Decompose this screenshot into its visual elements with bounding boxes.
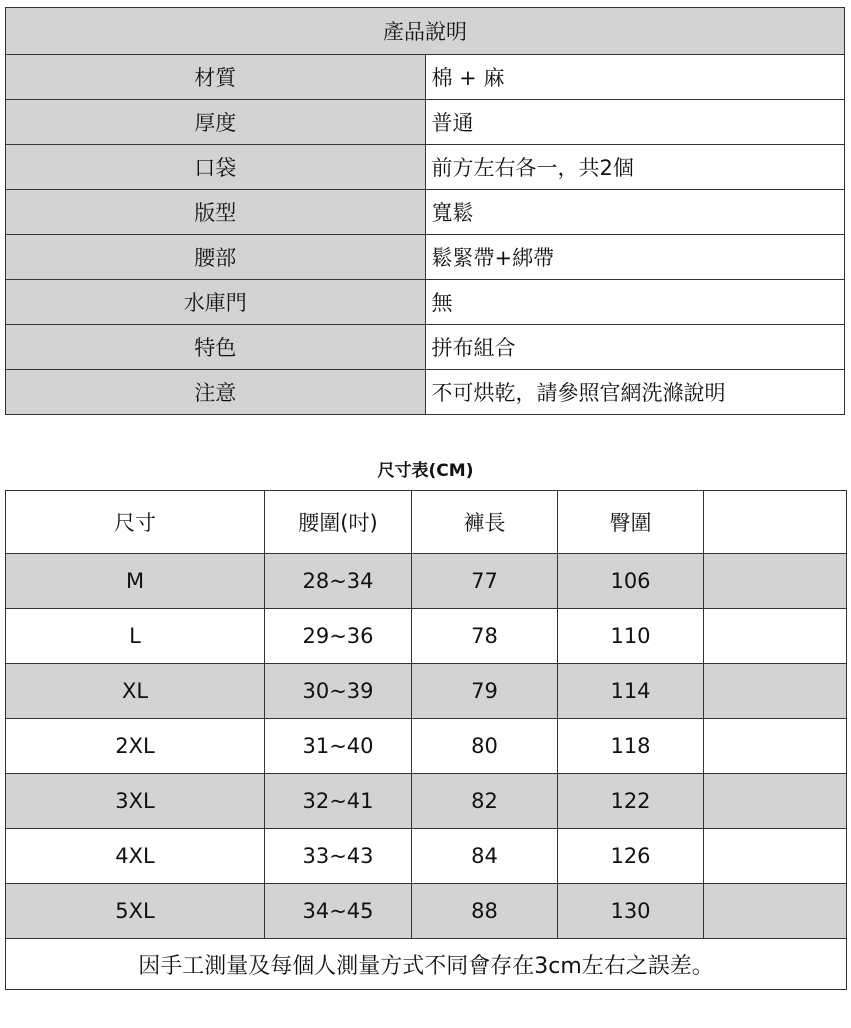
spec-value: 寬鬆 bbox=[425, 190, 845, 235]
column-header bbox=[704, 491, 847, 554]
spec-row-waist bbox=[6, 235, 845, 280]
spec-label: 版型 bbox=[6, 190, 426, 235]
length-cell: 82 bbox=[412, 774, 558, 829]
spec-value: 前方左右各一，共2個 bbox=[425, 145, 845, 190]
waist-cell: 32~41 bbox=[265, 774, 412, 829]
size-cell: M bbox=[6, 554, 265, 609]
hip-cell: 126 bbox=[558, 829, 704, 884]
size-row bbox=[6, 664, 847, 719]
size-chart-table bbox=[5, 490, 847, 990]
spec-row-pockets bbox=[6, 145, 845, 190]
spec-value: 不可烘乾，請參照官網洗滌說明 bbox=[425, 370, 845, 415]
spec-value: 棉 + 麻 bbox=[425, 55, 845, 100]
size-row bbox=[6, 829, 847, 884]
size-row bbox=[6, 554, 847, 609]
spec-value: 拼布組合 bbox=[425, 325, 845, 370]
empty-cell bbox=[704, 884, 847, 939]
empty-cell bbox=[704, 664, 847, 719]
length-cell: 88 bbox=[412, 884, 558, 939]
empty-cell bbox=[704, 829, 847, 884]
spec-label: 注意 bbox=[6, 370, 426, 415]
length-cell: 78 bbox=[412, 609, 558, 664]
empty-cell bbox=[704, 609, 847, 664]
size-row bbox=[6, 884, 847, 939]
column-header: 尺寸 bbox=[6, 491, 265, 554]
size-cell: XL bbox=[6, 664, 265, 719]
waist-cell: 31~40 bbox=[265, 719, 412, 774]
hip-cell: 118 bbox=[558, 719, 704, 774]
spec-row-thickness bbox=[6, 100, 845, 145]
size-cell: 2XL bbox=[6, 719, 265, 774]
product-description-table bbox=[5, 7, 845, 415]
size-chart-title: 尺寸表(CM) bbox=[377, 461, 474, 481]
length-cell: 79 bbox=[412, 664, 558, 719]
product-description-header-row bbox=[6, 8, 845, 55]
size-row bbox=[6, 774, 847, 829]
column-header: 臀圍 bbox=[558, 491, 704, 554]
hip-cell: 130 bbox=[558, 884, 704, 939]
spec-value: 鬆緊帶+綁帶 bbox=[425, 235, 845, 280]
waist-cell: 30~39 bbox=[265, 664, 412, 719]
hip-cell: 110 bbox=[558, 609, 704, 664]
product-description-title: 產品說明 bbox=[6, 8, 845, 55]
spec-value: 普通 bbox=[425, 100, 845, 145]
waist-cell: 29~36 bbox=[265, 609, 412, 664]
spec-row-zipper bbox=[6, 280, 845, 325]
empty-cell bbox=[704, 719, 847, 774]
spec-row-feature bbox=[6, 325, 845, 370]
size-cell: 5XL bbox=[6, 884, 265, 939]
size-cell: 4XL bbox=[6, 829, 265, 884]
size-chart-header-row bbox=[6, 491, 847, 554]
length-cell: 80 bbox=[412, 719, 558, 774]
length-cell: 84 bbox=[412, 829, 558, 884]
spec-label: 腰部 bbox=[6, 235, 426, 280]
spec-label: 材質 bbox=[6, 55, 426, 100]
size-cell: L bbox=[6, 609, 265, 664]
size-cell: 3XL bbox=[6, 774, 265, 829]
column-header: 腰圍(吋) bbox=[265, 491, 412, 554]
hip-cell: 122 bbox=[558, 774, 704, 829]
measurement-note: 因手工測量及每個人測量方式不同會存在3cm左右之誤差。 bbox=[6, 939, 847, 990]
length-cell: 77 bbox=[412, 554, 558, 609]
spec-label: 口袋 bbox=[6, 145, 426, 190]
hip-cell: 106 bbox=[558, 554, 704, 609]
empty-cell bbox=[704, 774, 847, 829]
waist-cell: 28~34 bbox=[265, 554, 412, 609]
spec-row-fit bbox=[6, 190, 845, 235]
spec-row-material bbox=[6, 55, 845, 100]
size-row bbox=[6, 719, 847, 774]
spec-row-notice bbox=[6, 370, 845, 415]
spec-label: 特色 bbox=[6, 325, 426, 370]
size-chart-note-row bbox=[6, 939, 847, 990]
spec-label: 厚度 bbox=[6, 100, 426, 145]
empty-cell bbox=[704, 554, 847, 609]
size-row bbox=[6, 609, 847, 664]
waist-cell: 34~45 bbox=[265, 884, 412, 939]
waist-cell: 33~43 bbox=[265, 829, 412, 884]
spec-label: 水庫門 bbox=[6, 280, 426, 325]
spec-value: 無 bbox=[425, 280, 845, 325]
hip-cell: 114 bbox=[558, 664, 704, 719]
column-header: 褲長 bbox=[412, 491, 558, 554]
